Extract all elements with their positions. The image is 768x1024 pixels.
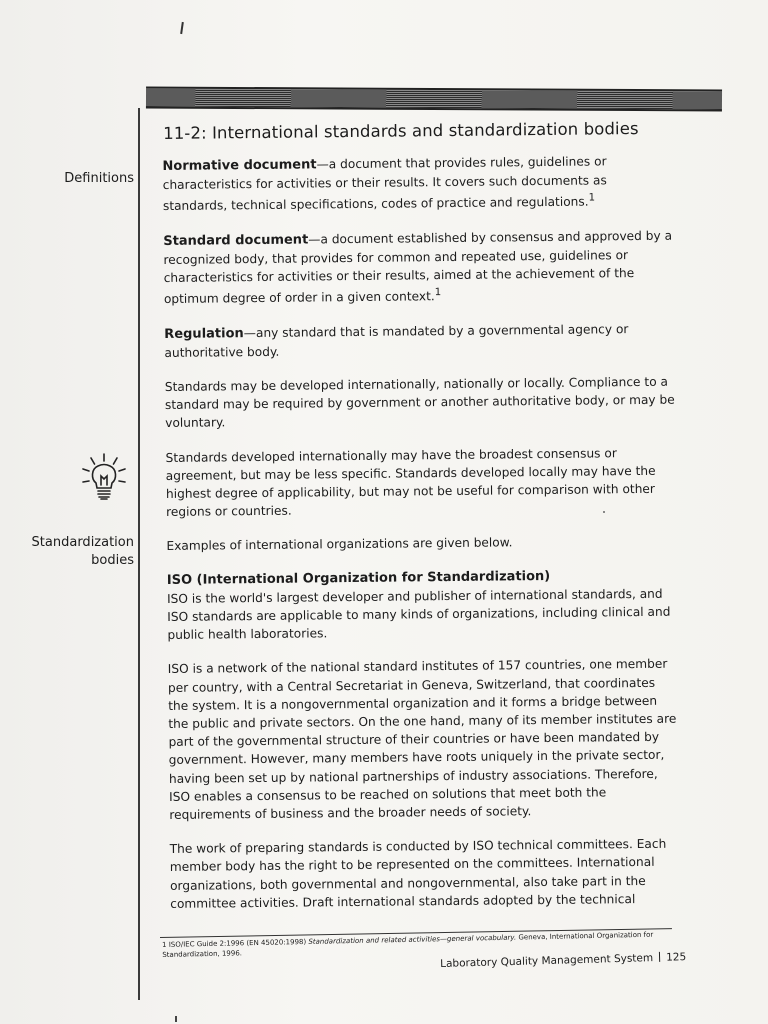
- term-standard-document: Standard document: [163, 232, 309, 249]
- definition-normative: Normative document—a document that provides rules, guidelines or characteristics for activities or their results. It covers such documents as standards, technical specifications, codes of practice and regulations.$^1$: [162, 154, 607, 214]
- iso-heading: ISO (International Organization for Standardization): [166, 568, 551, 588]
- stray-mark: [180, 22, 184, 34]
- page-number: 125: [665, 951, 687, 964]
- paragraph-iso-work: The work of preparing standards is conducted by ISO technical committees. Each member body has the right to be represented on the committees. International organizations, both governmental and nongovernmental, also take part in the committee activities. Draft international standards adopted by the technical: [169, 836, 667, 911]
- paragraph-development: Standards may be developed internationally, nationally or locally. Compliance to a standard may be required by government or another authoritative body, or may be voluntary.: [164, 374, 675, 431]
- paragraph-consensus: Standards developed internationally may have the broadest consensus or agreement, but may be less specific. Standards developed locally may have the highest degree of applicability, but may not be useful for comparison with other regions or countries.: [165, 445, 656, 520]
- footnote: 1 ISO/IEC Guide 2:1996 (EN 45020:1998) Standardization and related activities—general vocabulary. Geneva, International Organization for Standardization, 1996.: [162, 930, 654, 959]
- paragraph-iso-network: ISO is a network of the national standard institutes of 157 countries, one member per country, with a Central Secretariat in Geneva, Switzerland, that coordinates the system. It is a nongovernmental organization and it forms a bridge between the public and private sectors. On the one hand, many of its member institutes are part of the governmental structure of their countries or have been mandated by government. However, many members have roots uniquely in the private sector, having been set up by national partnerships of industry associations. Therefore, ISO enables a consensus to be reached on solutions that meet both the requirements of business and the broader needs of society.: [167, 657, 677, 822]
- running-footer: [440, 951, 690, 970]
- term-normative-document: Normative document: [162, 157, 317, 174]
- section-title: 11-2: International standards and standardization bodies: [163, 118, 639, 143]
- book-title: Laboratory Quality Management System: [440, 952, 654, 970]
- stray-mark-bottom: [175, 1016, 177, 1022]
- definition-regulation: Regulation—any standard that is mandated by a governmental agency or authoritative body.: [164, 321, 629, 360]
- margin-label-definitions: Definitions: [64, 171, 134, 186]
- lightbulb-icon: [80, 452, 128, 504]
- definition-standard: Standard document—a document established by consensus and approved by a recognized body, that provides for common and repeated use, guidelines or characteristics for activities or their results, aimed at the achievement of the optimum degree of order in a given context.$^1$: [163, 228, 673, 307]
- term-regulation: Regulation: [164, 325, 244, 342]
- footer-separator: [659, 952, 660, 962]
- margin-rule: [138, 108, 140, 1000]
- header-band: [146, 86, 722, 111]
- main-content: [160, 113, 680, 929]
- paragraph-examples: Examples of international organizations are given below.: [166, 535, 513, 554]
- margin-label-standardization-bodies: Standardization bodies: [31, 535, 134, 568]
- paragraph-iso-intro: ISO (International Organization for Standardization) ISO is the world's largest developer and publisher of international standards, and ISO standards are applicable to many kinds of organizations, including clinical and public health laboratories.: [167, 566, 678, 644]
